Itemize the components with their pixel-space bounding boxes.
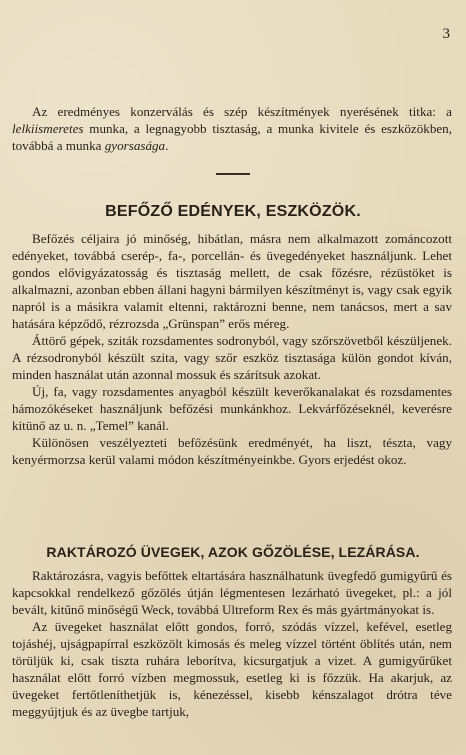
intro-emphasis-1: lelkiismeretes [12, 121, 84, 136]
section-1-paragraph-4: Különösen veszélyezteti befőzésünk eredményét, ha liszt, tészta, vagy kenyérmorzsa kerül valami módon készítményeinkbe. Gyors erjedést okoz. [12, 435, 452, 467]
intro-text-2: munka, a legnagyobb tisztaság, a munka kivitele és eszközökben, továbbá a munka [12, 121, 452, 153]
section-2-paragraph-1: Raktározásra, vagyis befőttek eltartására használhatunk üvegfedő gumigyűrű és kapcsokkal rendelkező gőzölés útján légmentesen lezárható üvegeket, pl.: a jól bevált, kitűnő minőségű Weck, továbbá Ultreform Rex és más gyártmányokat is. [12, 568, 452, 617]
section-1-paragraph-1: Befőzés céljaira jó minőség, hibátlan, másra nem alkalmazott zománcozott edényeket, továbbá cserép-, fa-, porcellán- és üvegedényeket használjunk. Lehet gondos elővigyázatosság és tisztaság mellett, de csak főzésre, rézüstöket is alkalmazni, azonban ebben állani hagyni bármilyen készítményt is, vagy csak egyik napról is a másikra valamit eltenni, raktározni benne, nem tanácsos, mert a sav hatására képződő, rézrozsda „Grünspan” erős méreg. [12, 231, 452, 331]
intro-block [12, 103, 452, 154]
intro-text-1: Az eredményes konzerválás és szép készítmények nyerésének titka: a [32, 104, 452, 119]
section-1-paragraph-2: Áttörő gépek, sziták rozsdamentes sodronyból, vagy szőrszövetből készüljenek. A rézsodronyból készült szita, vagy szőr eszköz tisztasága külön gondot kíván, minden használat után azonnal mossuk és szárítsuk azokat. [12, 333, 452, 382]
intro-text-3: . [165, 138, 169, 153]
intro-emphasis-2: gyorsasága [104, 138, 166, 153]
section-divider [216, 173, 250, 175]
section-title-befozo-edenyek: BEFŐZŐ EDÉNYEK, ESZKÖZÖK. [105, 203, 361, 220]
section-2-paragraph-2: Az üvegeket használat előtt gondos, forró, szódás vízzel, kefével, esetleg tojáshéj, ujságpapírral eszközölt kimosás és meleg vízzel történt öblítés után, nem törüljük ki, csak tiszta ruhára leborítva, kicsurgatjuk a vizet. A gumigyűrűket használat előtt forró vízben megmossuk, esetleg ki is főzzük. Ha akarjuk, az üvegeket fertőtleníthetjük is, kénezéssel, kisebb kénszalagot drótra téve meggyújtjuk és az üvegbe tartjuk, [12, 619, 452, 719]
section-1-paragraph-3: Új, fa, vagy rozsdamentes anyagból készült keverőkanalakat és rozsdamentes hámozókéseket használjunk befőzési munkánkhoz. Lekvárfőzéseknél, keverésre kitünő az u. n. „Temel” kanál. [12, 384, 452, 433]
section-title-raktarozo-uvegek: RAKTÁROZÓ ÜVEGEK, AZOK GŐZÖLÉSE, LEZÁRÁSA. [46, 544, 420, 560]
section-1-body [12, 230, 452, 468]
page-number: 3 [442, 26, 450, 42]
intro-paragraph [12, 103, 452, 154]
section-2-body [12, 567, 452, 720]
